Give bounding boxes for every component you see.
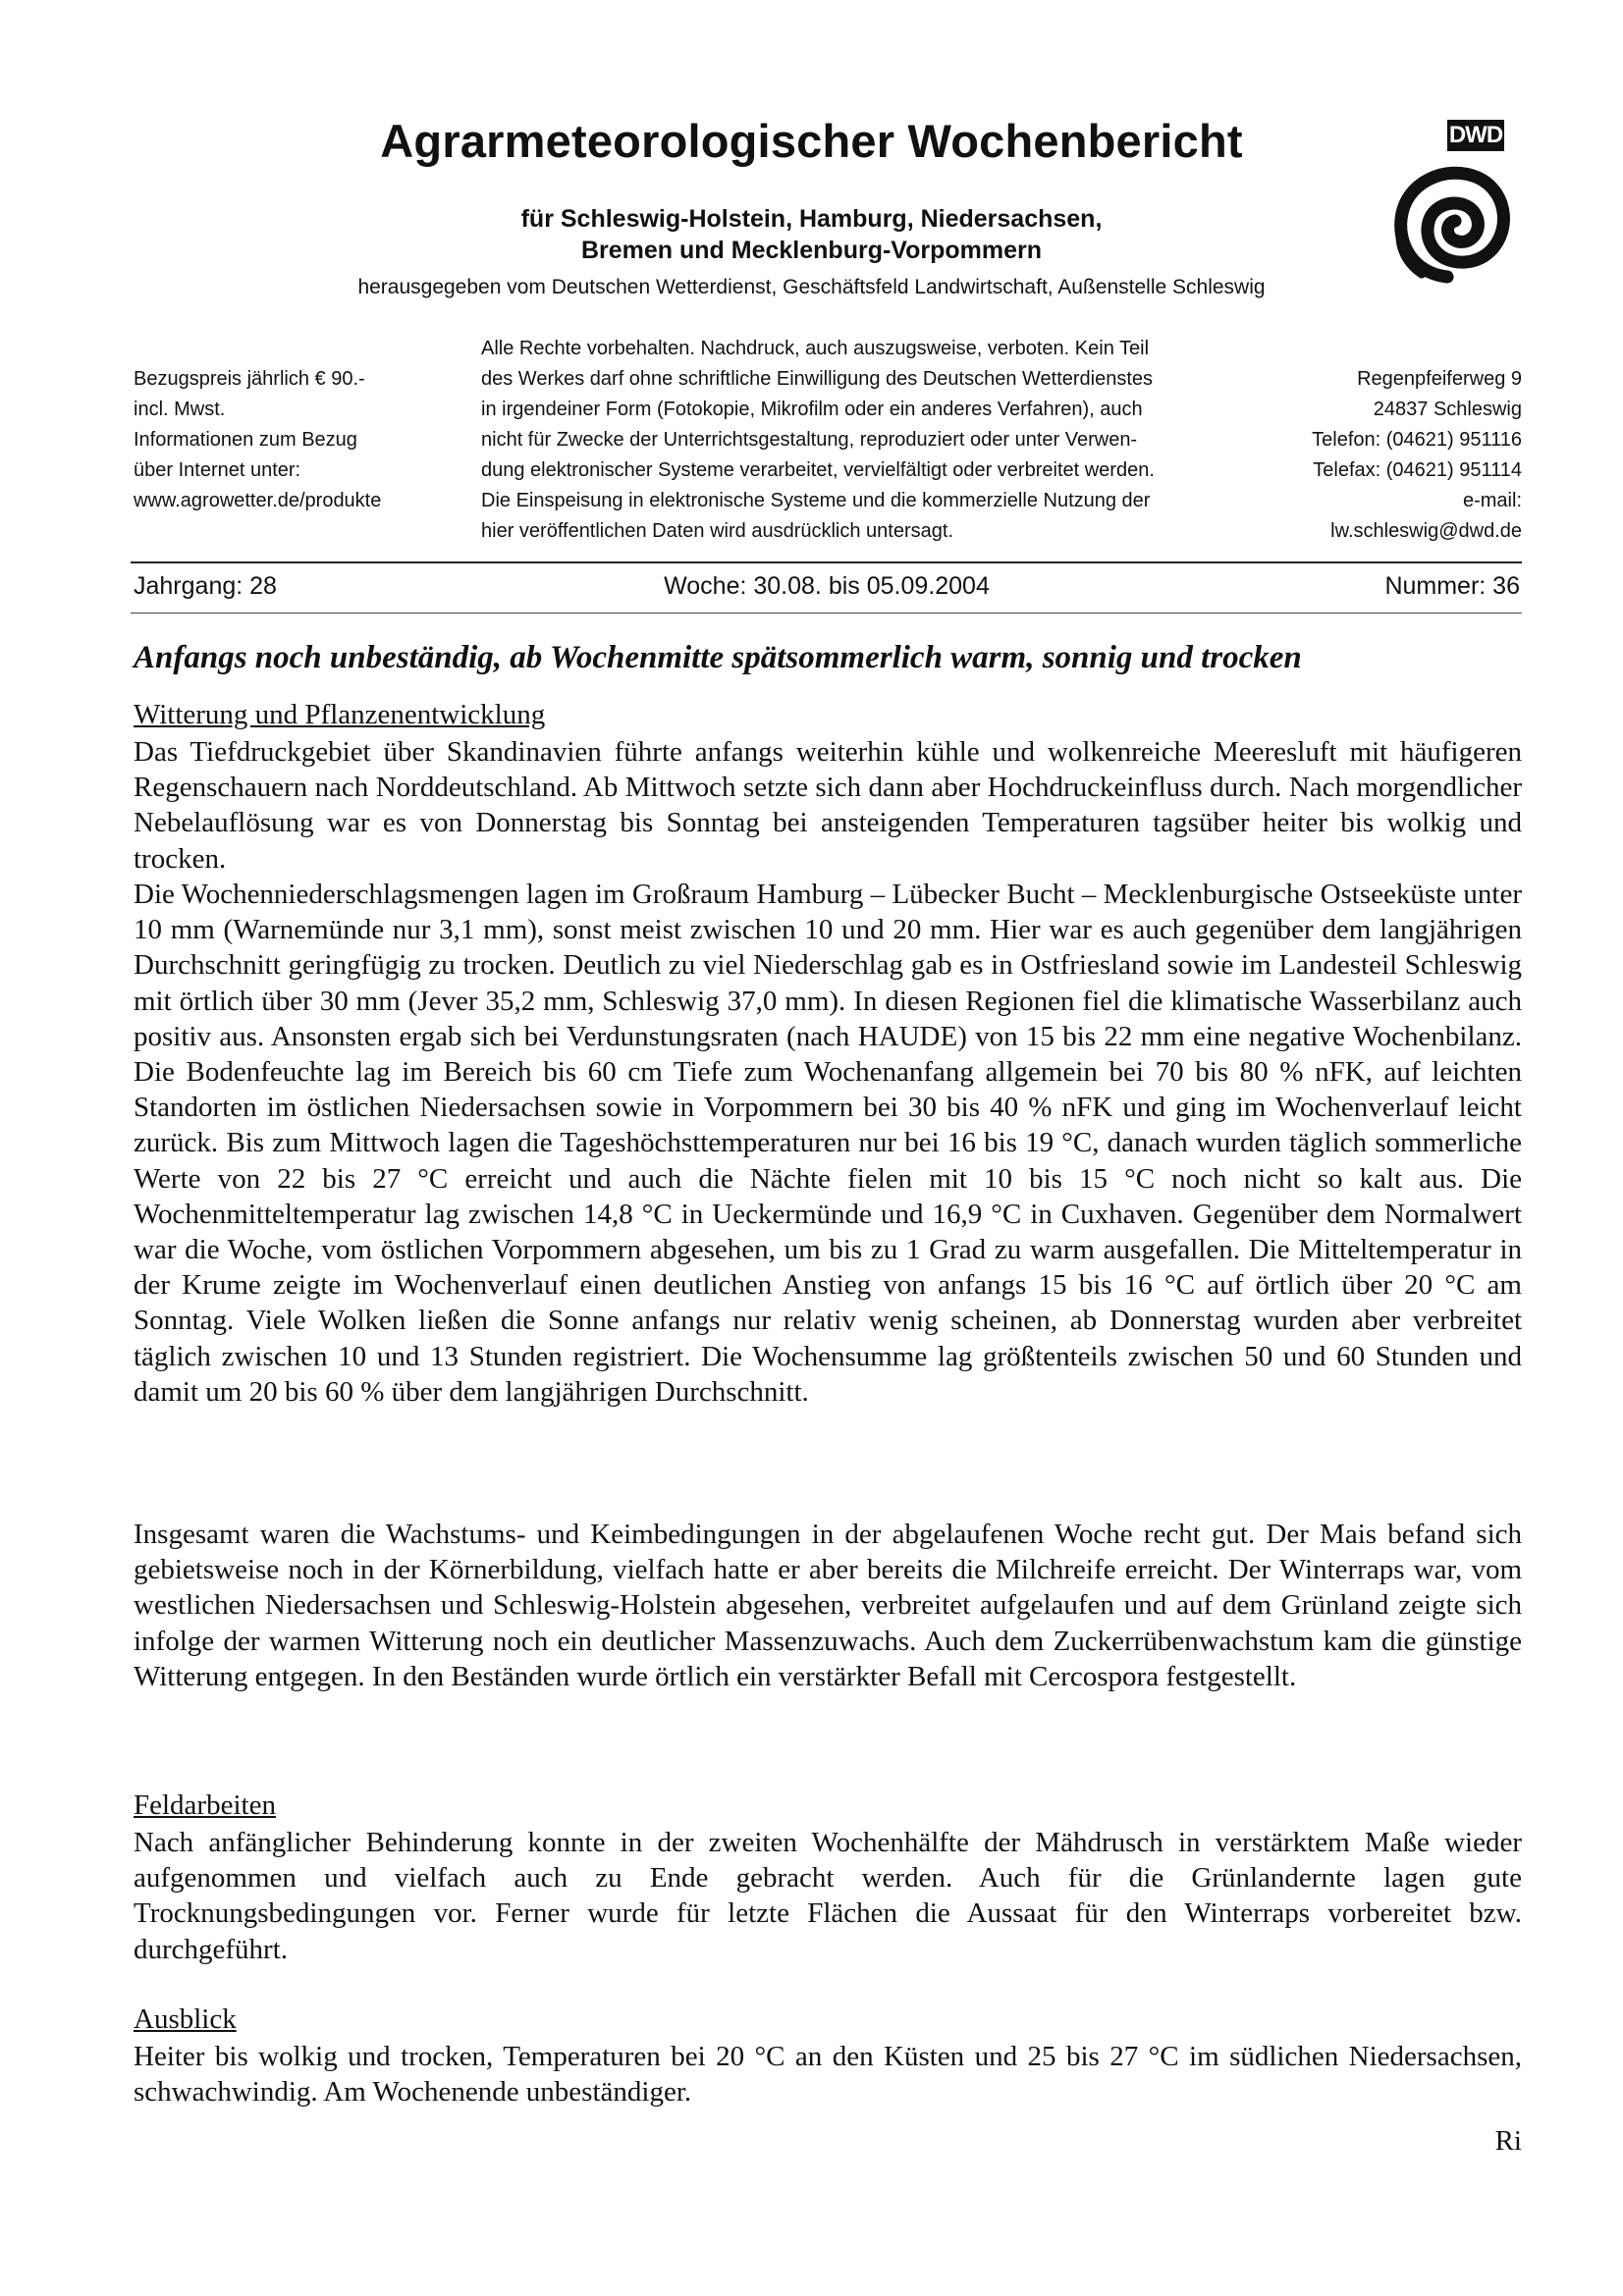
info-center-line: Die Einspeisung in elektronische Systeme und die kommerzielle Nutzung der: [481, 490, 1151, 511]
dwd-logo-text: DWD: [1447, 120, 1504, 151]
document-title: Agrarmeteorologischer Wochenbericht: [380, 115, 1243, 167]
bottom-divider: [131, 613, 1522, 614]
email-address: lw.schleswig@dwd.de: [1330, 520, 1522, 542]
info-left-line: Bezugspreis jährlich € 90.-: [134, 368, 365, 390]
author-signature: Ri: [1494, 2125, 1522, 2157]
info-center-line: des Werkes darf ohne schriftliche Einwilligung des Deutschen Wetterdienstes: [481, 368, 1154, 390]
section-title-witterung: Witterung und Pflanzenentwicklung: [134, 699, 546, 730]
paragraph-ausblick: Heiter bis wolkig und trocken, Temperaturen bei 20 °C an den Küsten und 25 bis 27 °C im südlichen Niedersachsen, schwachwindig. Am Wochenende unbeständiger.: [134, 2041, 1522, 2109]
report-headline: Anfangs noch unbeständig, ab Wochenmitte spätsommerlich warm, sonnig und trocken: [134, 640, 1302, 675]
week-label: Woche: 30.08. bis 05.09.2004: [664, 572, 990, 600]
info-center-line: in irgendeiner Form (Fotokopie, Mikrofilm oder ein anderes Verfahren), auch: [481, 399, 1143, 420]
section-title-ausblick: Ausblick: [134, 2003, 237, 2035]
copyright-notice: [481, 334, 1237, 547]
top-divider: [131, 561, 1522, 563]
paragraph-witterung-1: Das Tiefdruckgebiet über Skandinavien führte anfangs weiterhin kühle und wolkenreiche Meeresluft mit häufigeren Regenschauern nach Norddeutschland. Ab Mittwoch setzte sich dann aber Hochdruckeinfluss durch. Nach morgendlicher Nebelauflösung war es von Donnerstag bis Sonntag bei ansteigenden Temperaturen tagsüber heiter bis wolkig und trocken.: [134, 736, 1522, 875]
email-label: e-mail:: [1462, 490, 1522, 511]
info-center-line: Alle Rechte vorbehalten. Nachdruck, auch auszugsweise, verboten. Kein Teil: [481, 338, 1150, 359]
info-left-line: Informationen zum Bezug: [134, 429, 357, 451]
subscription-info: [134, 364, 458, 516]
contact-info: [1247, 364, 1522, 547]
info-left-line: über Internet unter:: [134, 459, 301, 481]
info-left-line: incl. Mwst.: [134, 399, 226, 420]
address-street: Regenpfeiferweg 9: [1357, 368, 1522, 390]
info-left-line: www.agrowetter.de/produkte: [134, 490, 382, 511]
subtitle-line-1: für Schleswig-Holstein, Hamburg, Niedersachsen,: [520, 205, 1103, 233]
paragraph-witterung-2: Die Wochenniederschlagsmengen lagen im Großraum Hamburg – Lübecker Bucht – Mecklenburgische Ostseeküste unter 10 mm (Warnemünde nur 3,1 mm), sonst meist zwischen 10 und 20 mm. Hier war es auch gegenüber dem langjährigen Durchschnitt geringfügig zu trocken. Deutlich zu viel Niederschlag gab es in Ostfriesland sowie im Landesteil Schleswig mit örtlich über 30 mm (Jever 35,2 mm, Schleswig 37,0 mm). In diesen Regionen fiel die klimatische Wasserbilanz auch positiv aus. Ansonsten ergab sich bei Verdunstungsraten (nach HAUDE) von 15 bis 22 mm eine negative Wochenbilanz. Die Bodenfeuchte lag im Bereich bis 60 cm Tiefe zum Wochenanfang allgemein bei 70 bis 80 % nFK, auf leichten Standorten im östlichen Niedersachsen sowie in Vorpommern bei 30 bis 40 % nFK und ging im Wochenverlauf leicht zurück. Bis zum Mittwoch lagen die Tageshöchsttemperaturen nur bei 16 bis 19 °C, danach wurden täglich sommerliche Werte von 22 bis 27 °C erreicht und auch die Nächte fielen mit 10 bis 15 °C noch nicht so kalt aus. Die Wochenmitteltemperatur lag zwischen 14,8 °C in Ueckermünde und 16,9 °C in Cuxhaven. Gegenüber dem Normalwert war die Woche, vom östlichen Vorpommern abgesehen, um bis zu 1 Grad zu warm ausgefallen. Die Mitteltemperatur in der Krume zeigte im Wochenverlauf einen deutlichen Anstieg von anfangs 15 bis 16 °C auf örtlich über 20 °C am Sonntag. Viele Wolken ließen die Sonne anfangs nur relativ wenig scheinen, ab Donnerstag wurden aber verbreitet täglich zwischen 10 und 13 Stunden registriert. Die Wochensumme lag größtenteils zwischen 50 und 60 Stunden und damit um 20 bis 60 % über dem langjährigen Durchschnitt.: [134, 879, 1522, 1408]
section-title-feldarbeiten: Feldarbeiten: [134, 1789, 276, 1821]
subtitle-line-2: Bremen und Mecklenburg-Vorpommern: [580, 237, 1043, 264]
paragraph-feldarbeiten: Nach anfänglicher Behinderung konnte in der zweiten Wochenhälfte der Mähdrusch in verstärktem Maße wieder aufgenommen und vielfach auch zu Ende gebracht werden. Auch für die Grünlandernte lagen gute Trocknungsbedingungen vor. Ferner wurde für letzte Flächen die Aussaat für den Winterraps vorbereitet bzw. durchgeführt.: [134, 1827, 1522, 1965]
phone-number: Telefon: (04621) 951116: [1312, 429, 1522, 451]
info-center-line: hier veröffentlichen Daten wird ausdrücklich untersagt.: [481, 520, 953, 542]
issue-number-label: Nummer: 36: [1384, 572, 1520, 600]
volume-label: Jahrgang: 28: [134, 572, 277, 600]
info-center-line: dung elektronischer Systeme verarbeitet, vervielfältigt oder verbreitet werden.: [481, 459, 1155, 481]
paragraph-witterung-3: Insgesamt waren die Wachstums- und Keimbedingungen in der abgelaufenen Woche recht gut. Der Mais befand sich gebietsweise noch in der Körnerbildung, vielfach hatte er aber bereits die Milchreife erreicht. Der Winterraps war, vom westlichen Niedersachsen und Schleswig-Holstein abgesehen, verbreitet aufgelaufen und auf dem Grünland zeigte sich infolge der warmen Witterung noch ein deutlicher Massenzuwachs. Auch dem Zuckerrübenwachstum kam die günstige Witterung entgegen. In den Beständen wurde örtlich ein verstärkter Befall mit Cercospora festgestellt.: [134, 1519, 1522, 1692]
issue-bar: [134, 572, 1520, 608]
info-center-line: nicht für Zwecke der Unterrichtsgestaltung, reproduziert oder unter Verwen-: [481, 429, 1138, 451]
document-subtitle: [0, 203, 1623, 266]
fax-number: Telefax: (04621) 951114: [1313, 459, 1522, 481]
publisher-line: herausgegeben vom Deutschen Wetterdienst, Geschäftsfeld Landwirtschaft, Außenstelle Schleswig: [357, 276, 1266, 298]
address-city: 24837 Schleswig: [1373, 399, 1522, 420]
